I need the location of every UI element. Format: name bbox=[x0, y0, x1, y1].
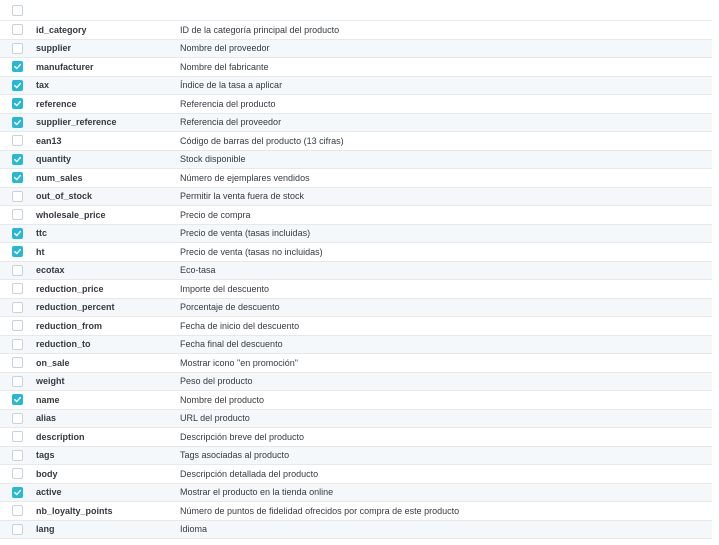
field-description: Referencia del producto bbox=[180, 98, 276, 109]
field-checkbox[interactable] bbox=[12, 431, 23, 442]
field-checkbox[interactable] bbox=[12, 413, 23, 424]
checkbox-cell bbox=[0, 209, 36, 220]
checkbox-cell bbox=[0, 450, 36, 461]
checkbox-cell bbox=[0, 302, 36, 313]
field-name: ean13 bbox=[36, 135, 62, 146]
checkbox-cell bbox=[0, 80, 36, 91]
field-checkbox[interactable] bbox=[12, 487, 23, 498]
checkbox-cell bbox=[0, 61, 36, 72]
table-row bbox=[0, 243, 712, 262]
field-name: num_sales bbox=[36, 172, 83, 183]
field-name: name bbox=[36, 394, 60, 405]
table-row bbox=[0, 114, 712, 133]
field-description: Precio de venta (tasas no incluidas) bbox=[180, 246, 323, 257]
checkbox-cell bbox=[0, 228, 36, 239]
field-checkbox[interactable] bbox=[12, 172, 23, 183]
field-description: Stock disponible bbox=[180, 154, 246, 165]
table-row bbox=[0, 502, 712, 521]
field-checkbox[interactable] bbox=[12, 320, 23, 331]
field-description: Precio de venta (tasas incluidas) bbox=[180, 228, 311, 239]
field-name: supplier bbox=[36, 43, 72, 54]
field-name: id_category bbox=[36, 24, 87, 35]
table-row bbox=[0, 336, 712, 355]
table-row bbox=[0, 40, 712, 59]
checkbox-cell bbox=[0, 487, 36, 498]
checkmark-icon bbox=[13, 155, 22, 164]
field-checkbox[interactable] bbox=[12, 24, 23, 35]
field-name: tax bbox=[36, 80, 50, 91]
field-checkbox[interactable] bbox=[12, 80, 23, 91]
table-row bbox=[0, 225, 712, 244]
field-description: ID de la categoría principal del producto bbox=[180, 24, 340, 35]
field-name: reduction_from bbox=[36, 320, 103, 331]
table-row bbox=[0, 151, 712, 170]
field-description: Mostrar icono "en promoción" bbox=[180, 357, 298, 368]
field-checkbox[interactable] bbox=[12, 117, 23, 128]
field-checkbox[interactable] bbox=[12, 228, 23, 239]
field-checkbox[interactable] bbox=[12, 135, 23, 146]
table-body bbox=[0, 21, 712, 539]
field-checkbox[interactable] bbox=[12, 339, 23, 350]
table-row bbox=[0, 77, 712, 96]
field-description: Peso del producto bbox=[180, 376, 253, 387]
field-name: reference bbox=[36, 98, 77, 109]
table-row bbox=[0, 132, 712, 151]
field-description: Precio de compra bbox=[180, 209, 251, 220]
table-row bbox=[0, 391, 712, 410]
checkbox-cell bbox=[0, 283, 36, 294]
checkbox-cell bbox=[0, 505, 36, 516]
field-description: URL del producto bbox=[180, 413, 250, 424]
field-name: active bbox=[36, 487, 62, 498]
checkbox-cell bbox=[0, 468, 36, 479]
checkbox-cell bbox=[0, 376, 36, 387]
field-checkbox[interactable] bbox=[12, 209, 23, 220]
field-description: Índice de la tasa a aplicar bbox=[180, 80, 283, 91]
field-checkbox[interactable] bbox=[12, 302, 23, 313]
field-checkbox[interactable] bbox=[12, 376, 23, 387]
field-checkbox[interactable] bbox=[12, 43, 23, 54]
table-row bbox=[0, 373, 712, 392]
field-name: quantity bbox=[36, 154, 71, 165]
field-description: Tags asociadas al producto bbox=[180, 450, 290, 461]
checkbox-cell bbox=[0, 98, 36, 109]
field-checkbox[interactable] bbox=[12, 246, 23, 257]
checkmark-icon bbox=[13, 81, 22, 90]
field-checkbox[interactable] bbox=[12, 265, 23, 276]
checkbox-cell bbox=[0, 172, 36, 183]
checkmark-icon bbox=[13, 62, 22, 71]
field-name: body bbox=[36, 468, 58, 479]
field-description: Número de puntos de fidelidad ofrecidos por compra de este producto bbox=[180, 505, 460, 516]
checkmark-icon bbox=[13, 488, 22, 497]
checkmark-icon bbox=[13, 229, 22, 238]
table-row bbox=[0, 299, 712, 318]
field-checkbox[interactable] bbox=[12, 450, 23, 461]
field-name: tags bbox=[36, 450, 55, 461]
field-checkbox[interactable] bbox=[12, 394, 23, 405]
checkbox-cell bbox=[0, 246, 36, 257]
checkbox-cell bbox=[0, 117, 36, 128]
checkmark-icon bbox=[13, 173, 22, 182]
field-name: weight bbox=[36, 376, 65, 387]
checkbox-cell bbox=[0, 524, 36, 535]
checkmark-icon bbox=[13, 99, 22, 108]
table-row bbox=[0, 465, 712, 484]
field-description: Mostrar el producto en la tienda online bbox=[180, 487, 334, 498]
checkbox-cell bbox=[0, 24, 36, 35]
field-description: Fecha de inicio del descuento bbox=[180, 320, 300, 331]
table-row bbox=[0, 262, 712, 281]
checkbox-cell bbox=[0, 413, 36, 424]
checkbox-cell bbox=[0, 191, 36, 202]
checkbox-cell bbox=[0, 357, 36, 368]
field-description: Idioma bbox=[180, 524, 208, 535]
field-checkbox[interactable] bbox=[12, 98, 23, 109]
checkmark-icon bbox=[13, 118, 22, 127]
field-description: Eco-tasa bbox=[180, 265, 216, 276]
checkbox-cell bbox=[0, 431, 36, 442]
field-name: description bbox=[36, 431, 85, 442]
table-row bbox=[0, 428, 712, 447]
field-name: ht bbox=[36, 246, 45, 257]
field-name: alias bbox=[36, 413, 57, 424]
table-row bbox=[0, 354, 712, 373]
table-row bbox=[0, 410, 712, 429]
table-row bbox=[0, 280, 712, 299]
checkbox-cell bbox=[0, 339, 36, 350]
table-row bbox=[0, 21, 712, 40]
checkmark-icon bbox=[13, 247, 22, 256]
field-checkbox[interactable] bbox=[12, 154, 23, 165]
field-checkbox[interactable] bbox=[12, 468, 23, 479]
field-checkbox[interactable] bbox=[12, 357, 23, 368]
field-checkbox[interactable] bbox=[12, 283, 23, 294]
checkbox-cell bbox=[0, 154, 36, 165]
table-row bbox=[0, 95, 712, 114]
field-name: manufacturer bbox=[36, 61, 94, 72]
select-all-cell bbox=[0, 5, 36, 16]
table-row bbox=[0, 206, 712, 225]
field-name: ttc bbox=[36, 228, 47, 239]
checkbox-cell bbox=[0, 320, 36, 331]
field-checkbox[interactable] bbox=[12, 61, 23, 72]
field-description: Descripción detallada del producto bbox=[180, 468, 319, 479]
table-row bbox=[0, 484, 712, 503]
table-row bbox=[0, 58, 712, 77]
field-name: reduction_to bbox=[36, 339, 91, 350]
field-name: lang bbox=[36, 524, 55, 535]
table-row bbox=[0, 188, 712, 207]
field-description: Número de ejemplares vendidos bbox=[180, 172, 310, 183]
field-name: wholesale_price bbox=[36, 209, 106, 220]
checkbox-cell bbox=[0, 43, 36, 54]
field-name: on_sale bbox=[36, 357, 70, 368]
field-name: reduction_price bbox=[36, 283, 104, 294]
field-name: reduction_percent bbox=[36, 302, 115, 313]
field-description: Permitir la venta fuera de stock bbox=[180, 191, 305, 202]
field-name: nb_loyalty_points bbox=[36, 505, 113, 516]
field-name: out_of_stock bbox=[36, 191, 93, 202]
checkbox-cell bbox=[0, 394, 36, 405]
table-row bbox=[0, 169, 712, 188]
field-description: Importe del descuento bbox=[180, 283, 270, 294]
field-description: Código de barras del producto (13 cifras) bbox=[180, 135, 344, 146]
field-description: Porcentaje de descuento bbox=[180, 302, 280, 313]
field-checkbox[interactable] bbox=[12, 505, 23, 516]
checkbox-cell bbox=[0, 265, 36, 276]
checkmark-icon bbox=[13, 395, 22, 404]
field-checkbox[interactable] bbox=[12, 524, 23, 535]
field-description: Descripción breve del producto bbox=[180, 431, 305, 442]
table-row bbox=[0, 521, 712, 540]
field-name: supplier_reference bbox=[36, 117, 117, 128]
select-all-checkbox[interactable] bbox=[12, 5, 23, 16]
field-description: Referencia del proveedor bbox=[180, 117, 282, 128]
field-checkbox[interactable] bbox=[12, 191, 23, 202]
field-name: ecotax bbox=[36, 265, 65, 276]
checkbox-cell bbox=[0, 135, 36, 146]
field-description: Nombre del proveedor bbox=[180, 43, 270, 54]
field-description: Nombre del fabricante bbox=[180, 61, 269, 72]
table-row bbox=[0, 447, 712, 466]
field-description: Fecha final del descuento bbox=[180, 339, 283, 350]
table-row bbox=[0, 317, 712, 336]
field-description: Nombre del producto bbox=[180, 394, 265, 405]
table-header-row bbox=[0, 0, 712, 21]
